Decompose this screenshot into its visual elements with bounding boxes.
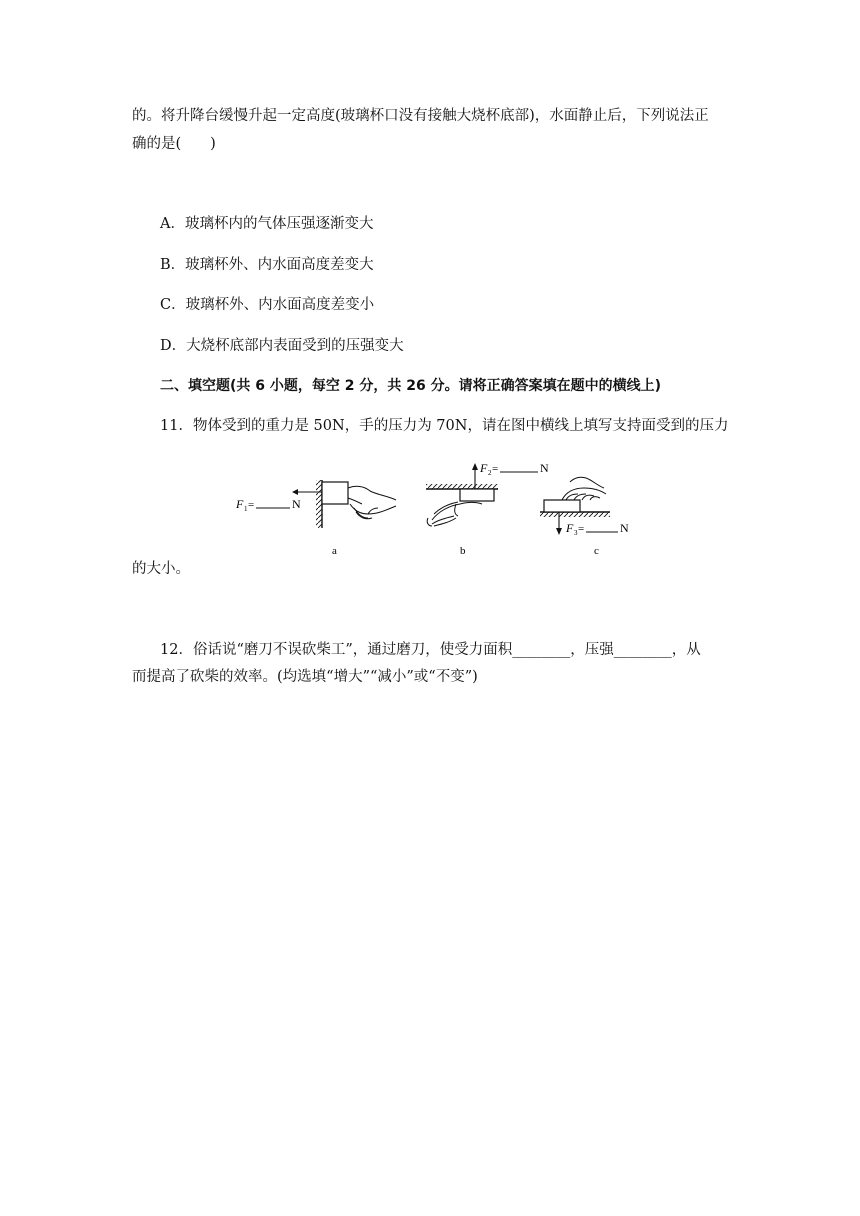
caption-c: c	[594, 545, 599, 557]
q12-stem-line2: 而提高了砍柴的效率。(均选填“增大”“减小”或“不变”)	[132, 669, 478, 685]
hand-icon-b	[427, 502, 482, 526]
section2-heading: 二、填空题(共 6 小题，每空 2 分，共 26 分。请将正确答案填在题中的横线上)	[160, 378, 662, 394]
caption-a: a	[332, 545, 337, 557]
block-c	[544, 500, 580, 512]
q10-stem-line1: 的。将升降台缓慢升起一定高度(玻璃杯口没有接触大烧杯底部)，水面静止后，下列说法正	[132, 108, 709, 124]
force-label-a-eq: =	[248, 499, 255, 511]
force-label-c-unit: N	[620, 521, 629, 535]
q10-option-b: B．玻璃杯外、内水面高度差变大	[160, 257, 374, 273]
force-label-c-symbol: F	[566, 521, 574, 535]
force-label-c-eq: =	[578, 523, 585, 535]
figure-c	[540, 477, 629, 557]
q11-stem-line1: 11．物体受到的重力是 50N，手的压力为 70N，请在图中横线上填写支持面受到的压力	[160, 418, 729, 434]
floor-hatch	[540, 512, 610, 517]
force-label-a-unit: N	[292, 497, 301, 511]
hand-icon-a	[348, 486, 396, 518]
hand-icon-c	[562, 477, 606, 500]
force-label-c-sub: 3	[574, 529, 578, 537]
block-a	[322, 482, 348, 504]
q11-stem-line2: 的大小。	[132, 561, 190, 577]
force-label-b-sub: 2	[488, 469, 492, 477]
force-figures	[228, 458, 648, 563]
figure-b	[426, 461, 549, 557]
force-label-a-sub: 1	[244, 505, 248, 513]
force-label-b-eq: =	[492, 463, 499, 475]
q10-option-c: C．玻璃杯外、内水面高度差变小	[160, 297, 375, 313]
figure-a	[235, 480, 396, 557]
q10-option-a: A．玻璃杯内的气体压强逐渐变大	[160, 216, 374, 232]
q10-option-d: D．大烧杯底部内表面受到的压强变大	[160, 338, 404, 354]
force-label-a-symbol: F	[236, 497, 244, 511]
q12-stem-line1: 12．俗话说“磨刀不误砍柴工”，通过磨刀，使受力面积________，压强________，从	[160, 642, 701, 658]
force-label-b-symbol: F	[480, 461, 488, 475]
wall-hatch	[316, 480, 322, 528]
caption-b: b	[460, 545, 466, 557]
block-b	[460, 489, 494, 501]
ceiling-hatch	[426, 484, 498, 489]
q10-stem-line2: 确的是( )	[132, 136, 216, 152]
force-label-b-unit: N	[540, 461, 549, 475]
